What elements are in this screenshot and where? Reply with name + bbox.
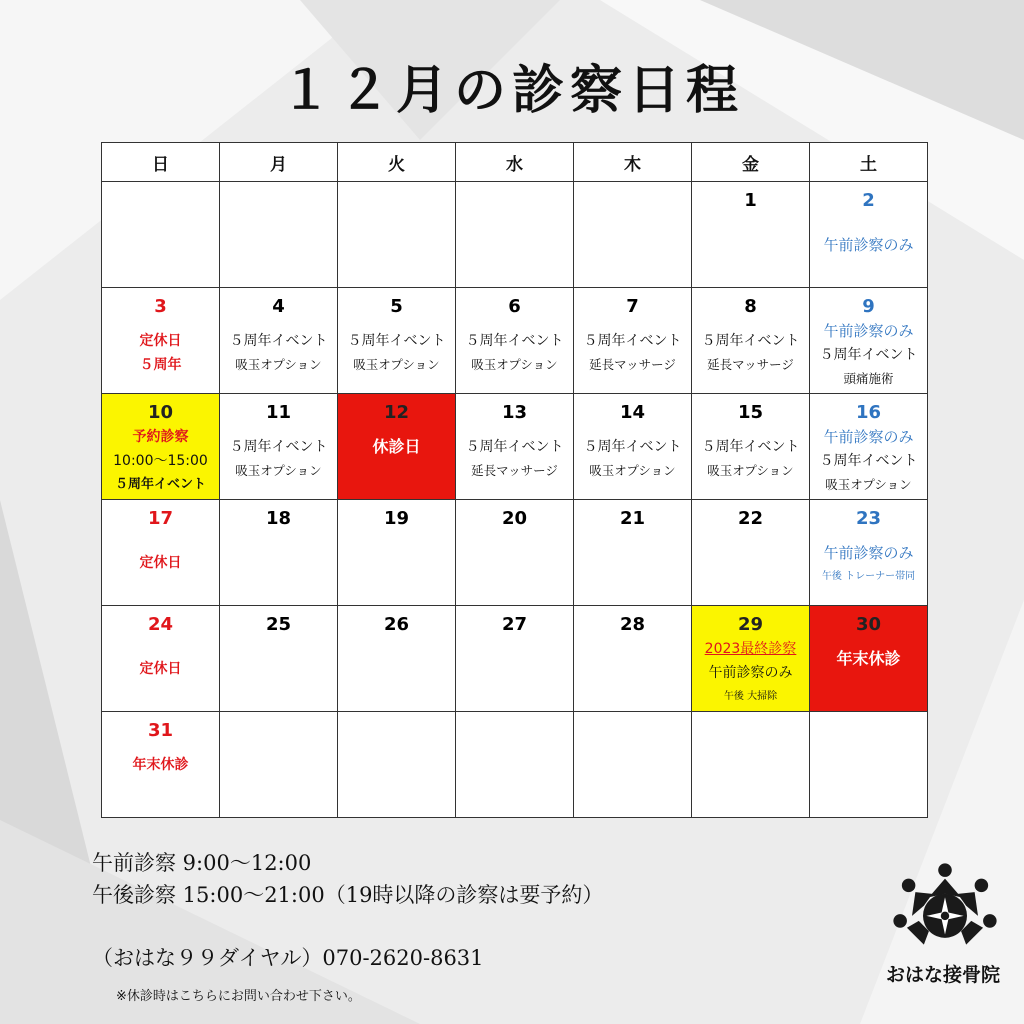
- calendar-day-cell: [220, 712, 338, 818]
- weekday-header: 月: [220, 143, 338, 182]
- weekday-header: 木: [574, 143, 692, 182]
- day-number: [220, 189, 337, 213]
- day-note: ５周年イベント: [229, 439, 328, 455]
- day-note: 午後 大掃除: [723, 691, 778, 702]
- calendar-day-cell: [102, 182, 220, 288]
- day-note: 年末休診: [132, 757, 189, 773]
- calendar-day-cell: [456, 712, 574, 818]
- day-number: 30: [855, 614, 882, 635]
- clinic-name: おはな接骨院: [885, 964, 1000, 986]
- day-number: 12: [383, 402, 410, 423]
- logo-mark: [880, 860, 1010, 970]
- calendar-day-cell: [810, 288, 928, 394]
- day-note: ５周年イベント: [465, 439, 564, 455]
- calendar-day-cell: [692, 288, 810, 394]
- day-note: ５周年イベント: [465, 333, 564, 349]
- day-number: 10: [147, 402, 174, 423]
- calendar-day-cell: [102, 394, 220, 500]
- calendar-day-cell: [574, 712, 692, 818]
- day-note: 吸玉オプション: [353, 357, 440, 372]
- calendar-day-cell: [810, 182, 928, 288]
- calendar-day-cell: [220, 500, 338, 606]
- calendar-day-cell: [692, 394, 810, 500]
- calendar-day-cell: [102, 606, 220, 712]
- day-number: [692, 719, 809, 743]
- day-number: 13: [501, 402, 528, 423]
- calendar-day-cell: [220, 606, 338, 712]
- morning-hours: 午前診察 9:00〜12:00: [92, 851, 312, 875]
- afternoon-hours: 午後診察 15:00〜21:00（19時以降の診察は要予約）: [92, 883, 604, 907]
- day-note: ５周年イベント: [583, 439, 682, 455]
- calendar-body: [102, 182, 928, 818]
- day-number: 4: [272, 296, 285, 317]
- day-note: 吸玉オプション: [471, 357, 558, 372]
- day-number: 31: [147, 720, 174, 741]
- calendar-day-cell: [456, 500, 574, 606]
- calendar-day-cell: [692, 500, 810, 606]
- day-number: [574, 719, 691, 743]
- day-number: 29: [737, 614, 764, 635]
- day-number: 24: [147, 614, 174, 635]
- day-note: ５周年イベント: [819, 347, 918, 363]
- day-number: 6: [508, 296, 521, 317]
- calendar-day-cell: [456, 182, 574, 288]
- day-note: 吸玉オプション: [235, 357, 322, 372]
- day-number: 14: [619, 402, 646, 423]
- day-number: 7: [626, 296, 639, 317]
- calendar-week-row: [102, 182, 928, 288]
- weekday-header: 金: [692, 143, 810, 182]
- day-note: ５周年イベント: [701, 439, 800, 455]
- day-note: 頭痛施術: [843, 371, 894, 386]
- weekday-header: 火: [338, 143, 456, 182]
- weekday-header-row: [102, 143, 928, 182]
- calendar-day-cell: [338, 712, 456, 818]
- calendar-day-cell: [810, 606, 928, 712]
- calendar-day-cell: [338, 606, 456, 712]
- closed-day-note: ※休診時はこちらにお問い合わせ下さい。: [116, 989, 361, 1004]
- phone-number[interactable]: （おはな９９ダイヤル）070-2620-8631: [92, 946, 484, 970]
- day-number: 19: [383, 508, 410, 529]
- day-number: [456, 719, 573, 743]
- calendar-day-cell: [692, 606, 810, 712]
- day-note: ５周年イベント: [114, 477, 206, 492]
- day-note: 午前診察のみ: [823, 428, 914, 446]
- weekday-header: 土: [810, 143, 928, 182]
- page-title: １２月の診察日程: [279, 60, 744, 121]
- day-number: 11: [265, 402, 292, 423]
- calendar-day-cell: [574, 394, 692, 500]
- day-number: [574, 189, 691, 213]
- calendar-day-cell: [338, 394, 456, 500]
- day-number: [102, 189, 219, 213]
- day-note: 午前診察のみ: [823, 322, 914, 340]
- day-number: [220, 719, 337, 743]
- day-number: 1: [744, 190, 757, 211]
- calendar-day-cell: [102, 500, 220, 606]
- day-note: 10:00〜15:00: [113, 453, 208, 469]
- day-number: 18: [265, 508, 292, 529]
- day-number: 25: [265, 614, 292, 635]
- calendar-day-cell: [456, 606, 574, 712]
- calendar-day-cell: [692, 712, 810, 818]
- day-note: ５周年イベント: [229, 333, 328, 349]
- day-number: 26: [383, 614, 410, 635]
- calendar-week-row: [102, 712, 928, 818]
- calendar-day-cell: [810, 712, 928, 818]
- calendar-day-cell: [574, 500, 692, 606]
- day-note: 2023最終診察: [704, 641, 797, 657]
- calendar-day-cell: [220, 182, 338, 288]
- calendar-day-cell: [220, 288, 338, 394]
- calendar-day-cell: [456, 288, 574, 394]
- day-number: 5: [390, 296, 403, 317]
- day-number: 28: [619, 614, 646, 635]
- day-number: 15: [737, 402, 764, 423]
- day-note: 定休日: [139, 661, 182, 677]
- calendar-week-row: [102, 606, 928, 712]
- day-number: [810, 719, 927, 743]
- day-note: 休診日: [372, 437, 421, 456]
- day-number: 2: [862, 190, 875, 211]
- day-note: 吸玉オプション: [589, 463, 676, 478]
- day-note: 定休日: [139, 333, 182, 349]
- calendar-day-cell: [574, 606, 692, 712]
- weekday-header: 水: [456, 143, 574, 182]
- day-note: 午前診察のみ: [823, 544, 914, 562]
- day-note: 午後 トレーナー帯同: [821, 571, 916, 582]
- day-number: [338, 189, 455, 213]
- day-note: ５周年イベント: [819, 453, 918, 469]
- calendar-day-cell: [338, 182, 456, 288]
- calendar-day-cell: [102, 712, 220, 818]
- calendar-day-cell: [102, 288, 220, 394]
- day-note: 午前診察のみ: [823, 236, 914, 254]
- day-note: 年末休診: [836, 649, 901, 668]
- day-note: ５周年イベント: [701, 333, 800, 349]
- calendar-week-row: [102, 394, 928, 500]
- day-number: 22: [737, 508, 764, 529]
- day-note: 延長マッサージ: [589, 357, 676, 372]
- day-number: 8: [744, 296, 757, 317]
- calendar-week-row: [102, 500, 928, 606]
- calendar-week-row: [102, 288, 928, 394]
- day-note: 吸玉オプション: [707, 463, 794, 478]
- calendar-day-cell: [810, 500, 928, 606]
- day-number: [456, 189, 573, 213]
- day-number: 21: [619, 508, 646, 529]
- day-number: 17: [147, 508, 174, 529]
- calendar-day-cell: [574, 288, 692, 394]
- day-number: [338, 719, 455, 743]
- calendar-day-cell: [692, 182, 810, 288]
- calendar-table: [101, 142, 928, 818]
- calendar-day-cell: [338, 500, 456, 606]
- day-number: 3: [154, 296, 167, 317]
- calendar-day-cell: [574, 182, 692, 288]
- day-note: 午前診察のみ: [708, 665, 793, 681]
- day-number: 9: [862, 296, 875, 317]
- day-number: 27: [501, 614, 528, 635]
- day-note: 吸玉オプション: [235, 463, 322, 478]
- day-note: ５周年イベント: [583, 333, 682, 349]
- calendar-day-cell: [456, 394, 574, 500]
- calendar-day-cell: [338, 288, 456, 394]
- day-number: 23: [855, 508, 882, 529]
- day-note: 吸玉オプション: [825, 477, 912, 492]
- weekday-header: 日: [102, 143, 220, 182]
- day-note: ５周年イベント: [347, 333, 446, 349]
- day-number: 16: [855, 402, 882, 423]
- day-note: 延長マッサージ: [471, 463, 558, 478]
- day-note: ５周年: [139, 357, 182, 373]
- calendar-day-cell: [810, 394, 928, 500]
- day-number: 20: [501, 508, 528, 529]
- calendar-day-cell: [220, 394, 338, 500]
- day-note: 延長マッサージ: [707, 357, 794, 372]
- day-note: 定休日: [139, 555, 182, 571]
- day-note: 予約診察: [132, 429, 189, 445]
